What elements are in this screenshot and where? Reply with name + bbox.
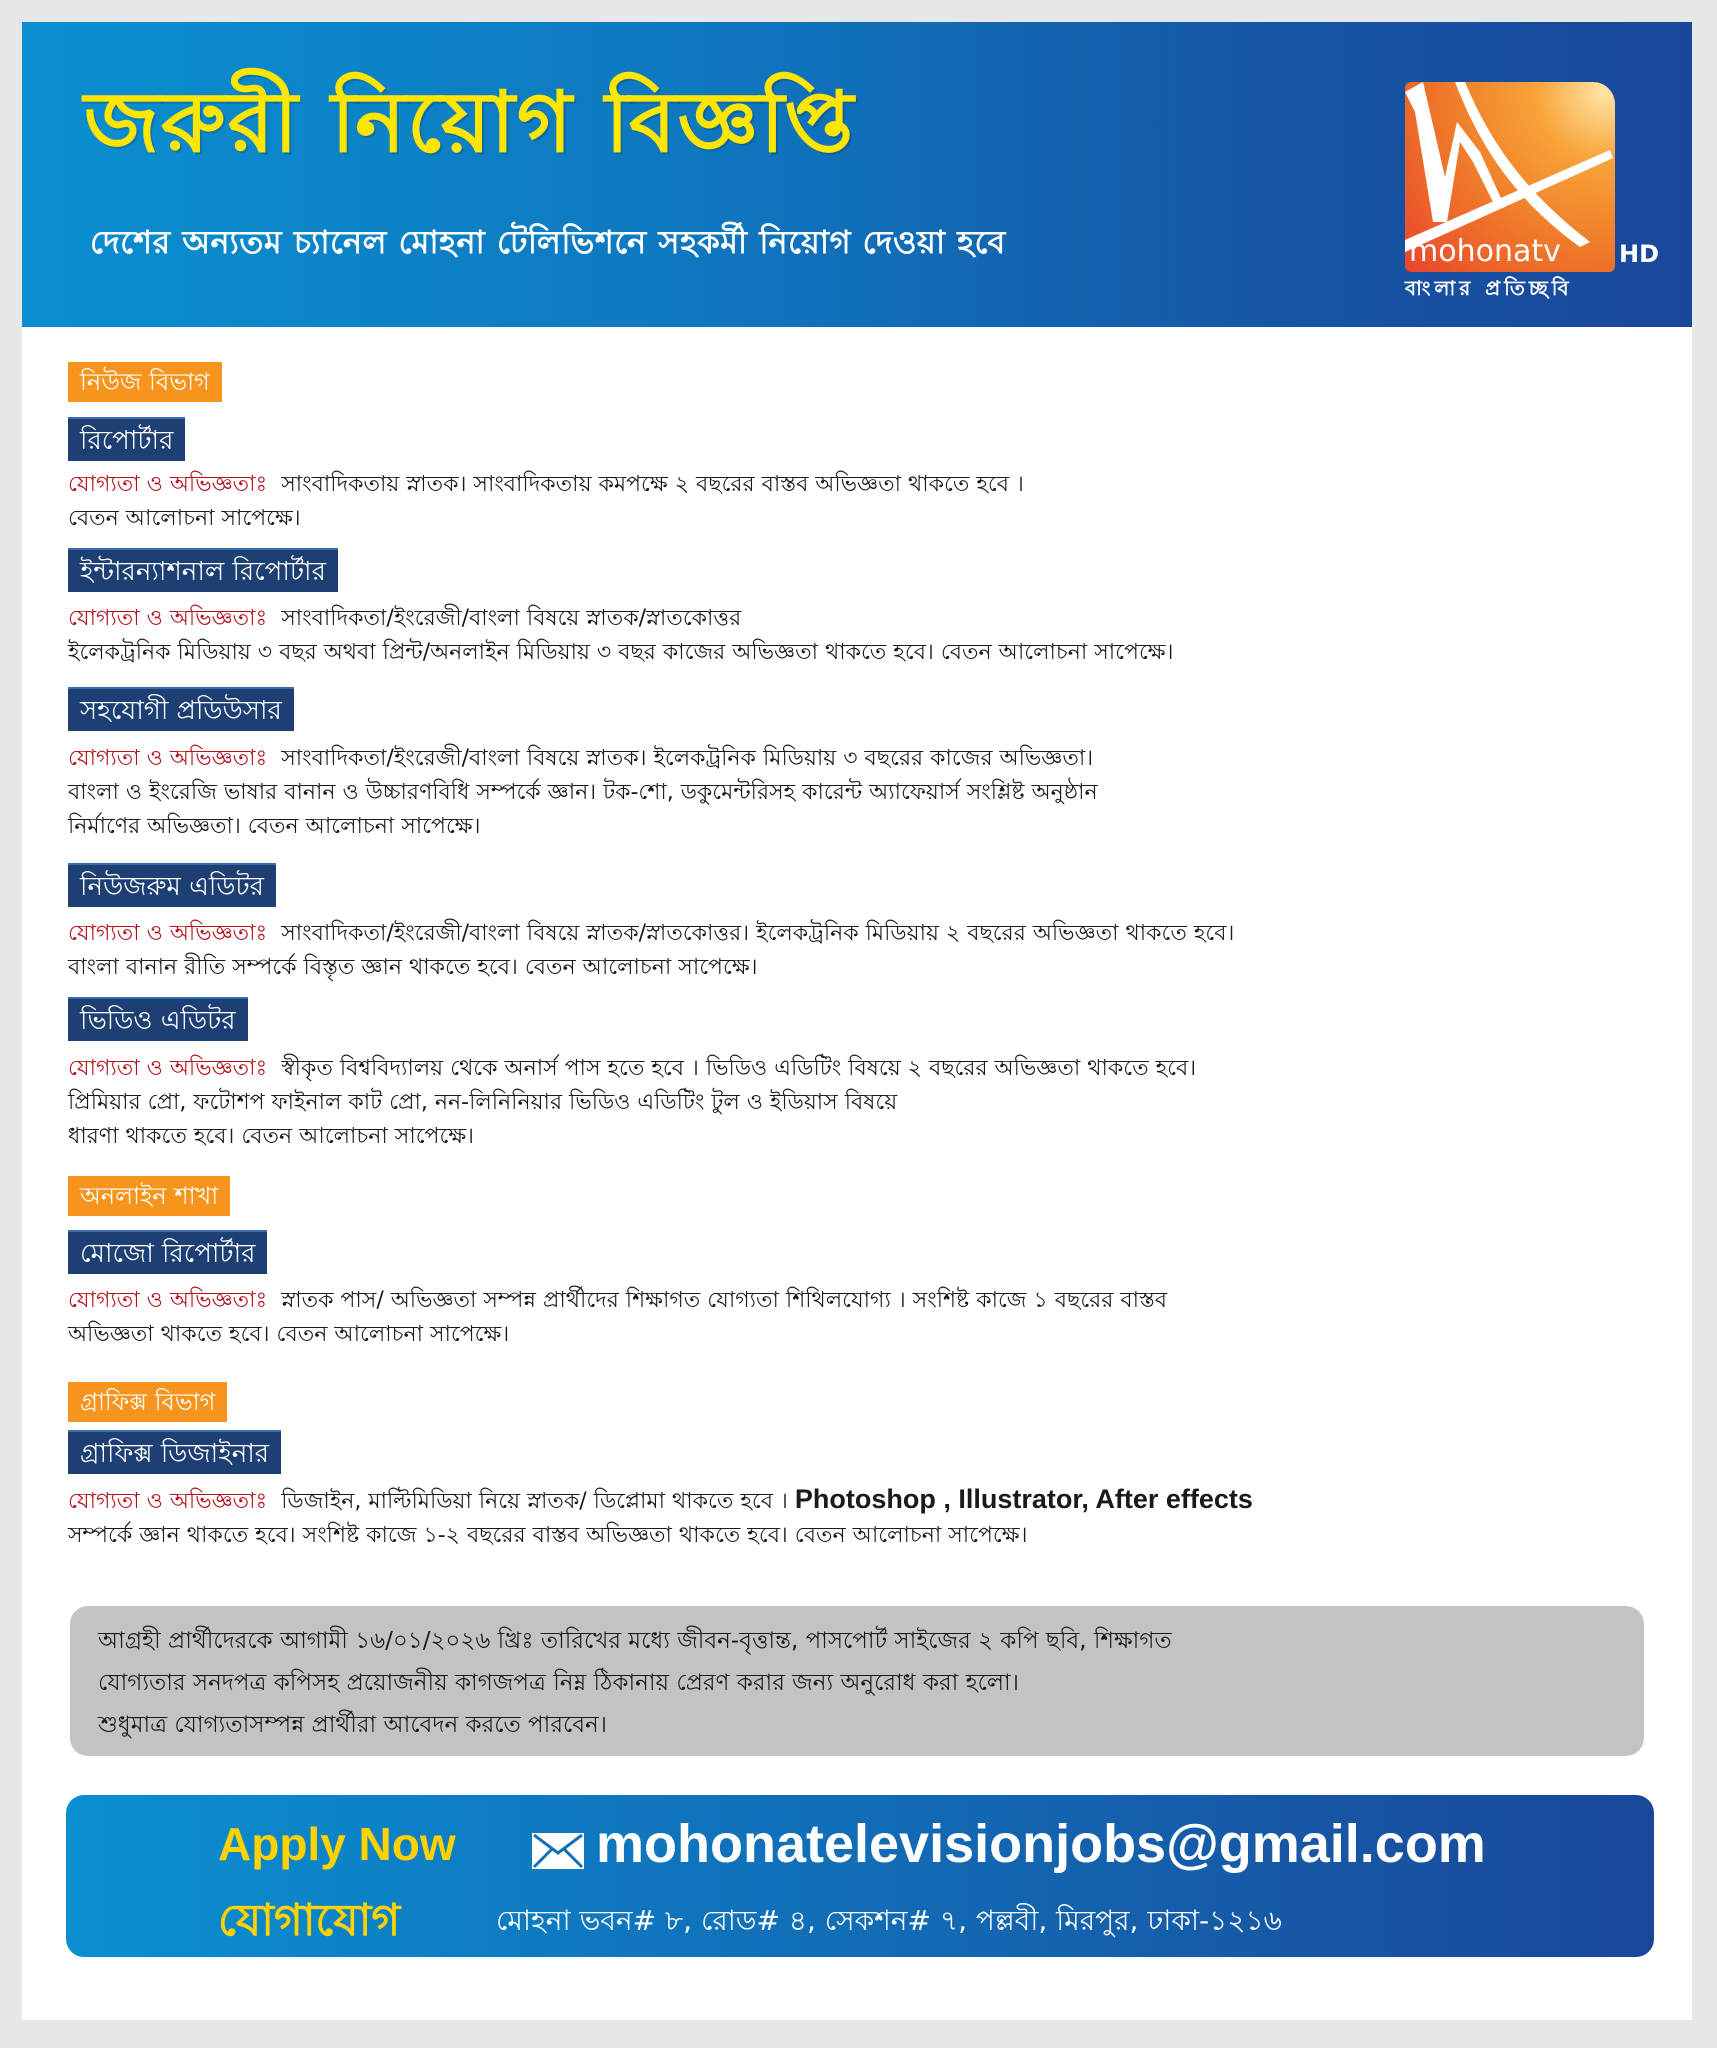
apply-email-link[interactable]: mohonatelevisionjobs@gmail.com bbox=[596, 1814, 1486, 1874]
mohonatv-logo bbox=[1377, 62, 1660, 312]
qualification-label: যোগ্যতা ও অভিজ্ঞতাঃ bbox=[68, 1056, 268, 1081]
requirement-line: বেতন আলোচনা সাপেক্ষে। bbox=[68, 506, 301, 531]
requirement-line: স্নাতক পাস/ অভিজ্ঞতা সম্পন্ন প্রার্থীদের শিক্ষাগত যোগ্যতা শিথিলযোগ্য । সংশিষ্ট কাজে ১ বছরের বাস্তব bbox=[281, 1288, 1168, 1313]
job-requirements-video-editor bbox=[68, 1052, 1628, 1154]
contact-address: মোহনা ভবন# ৮, রোড# ৪, সেকশন# ৭, পল্লবী, মিরপুর, ঢাকা-১২১৬ bbox=[496, 1904, 1282, 1937]
requirement-line: ধারণা থাকতে হবে। বেতন আলোচনা সাপেক্ষে। bbox=[68, 1124, 475, 1149]
job-title-international-reporter: ইন্টারন্যাশনাল রিপোর্টার bbox=[68, 548, 338, 592]
job-title-newsroom-editor: নিউজরুম এডিটর bbox=[68, 863, 276, 907]
job-requirements-newsroom-editor bbox=[68, 917, 1628, 985]
instruction-line: শুধুমাত্র যোগ্যতাসম্পন্ন প্রার্থীরা আবেদন করতে পারবেন। bbox=[98, 1712, 607, 1738]
application-instructions bbox=[70, 1606, 1644, 1756]
job-requirements-reporter bbox=[68, 468, 1628, 536]
subheadline: দেশের অন্যতম চ্যানেল মোহনা টেলিভিশনে সহকর্মী নিয়োগ দেওয়া হবে bbox=[90, 223, 1006, 261]
job-title-video-editor: ভিডিও এডিটর bbox=[68, 997, 248, 1041]
job-title-mojo-reporter: মোজো রিপোর্টার bbox=[68, 1230, 267, 1274]
requirement-line: বাংলা বানান রীতি সম্পর্কে বিস্তৃত জ্ঞান থাকতে হবে। বেতন আলোচনা সাপেক্ষে। bbox=[68, 955, 758, 980]
requirement-line: ইলেকট্রনিক মিডিয়ায় ৩ বছর অথবা প্রিন্ট/অনলাইন মিডিয়ায় ৩ বছর কাজের অভিজ্ঞতা থাকতে হবে। বেতন আলোচনা সাপেক্ষে। bbox=[68, 640, 1174, 665]
software-list: Photoshop , Illustrator, After effects bbox=[794, 1484, 1253, 1514]
requirement-line: নির্মাণের অভিজ্ঞতা। বেতন আলোচনা সাপেক্ষে। bbox=[68, 814, 481, 839]
requirement-line: সাংবাদিকতায় স্নাতক। সাংবাদিকতায় কমপক্ষে ২ বছরের বাস্তব অভিজ্ঞতা থাকতে হবে । bbox=[281, 472, 1024, 497]
department-graphics: গ্রাফিক্স বিভাগ bbox=[68, 1382, 227, 1422]
requirement-line: ডিজাইন, মাল্টিমিডিয়া নিয়ে স্নাতক/ ডিপ্লোমা থাকতে হবে । bbox=[281, 1489, 788, 1514]
header-banner bbox=[22, 22, 1692, 327]
qualification-label: যোগ্যতা ও অভিজ্ঞতাঃ bbox=[68, 472, 268, 497]
logo-tagline: বাংলার প্রতিচ্ছবি bbox=[1405, 276, 1573, 300]
qualification-label: যোগ্যতা ও অভিজ্ঞতাঃ bbox=[68, 606, 268, 631]
qualification-label: যোগ্যতা ও অভিজ্ঞতাঃ bbox=[68, 1489, 268, 1514]
apply-bar bbox=[66, 1795, 1654, 1957]
requirement-line: সাংবাদিকতা/ইংরেজী/বাংলা বিষয়ে স্নাতক/স্নাতকোত্তর। ইলেকট্রনিক মিডিয়ায় ২ বছরের অভিজ্ঞতা থাকতে হবে। bbox=[281, 921, 1235, 946]
job-requirements-international-reporter bbox=[68, 602, 1628, 670]
job-requirements-graphics-designer bbox=[68, 1482, 1628, 1553]
requirement-line: অভিজ্ঞতা থাকতে হবে। বেতন আলোচনা সাপেক্ষে। bbox=[68, 1322, 510, 1347]
job-circular-card bbox=[22, 22, 1692, 2020]
requirement-line: প্রিমিয়ার প্রো, ফটোশপ ফাইনাল কাট প্রো, নন-লিনিনিয়ার ভিডিও এডিটিং টুল ও ইডিয়াস বিষয়ে bbox=[68, 1090, 898, 1115]
mail-icon bbox=[532, 1833, 584, 1873]
department-news: নিউজ বিভাগ bbox=[68, 362, 222, 402]
requirement-line: স্বীকৃত বিশ্ববিদ্যালয় থেকে অনার্স পাস হতে হবে । ভিডিও এডিটিং বিষয়ে ২ বছরের অভিজ্ঞতা থাকতে হবে। bbox=[281, 1056, 1197, 1081]
job-title-graphics-designer: গ্রাফিক্স ডিজাইনার bbox=[68, 1430, 281, 1474]
logo-hd-badge: HD bbox=[1619, 240, 1660, 268]
instruction-line: আগ্রহী প্রার্থীদেরকে আগামী ১৬/০১/২০২৬ খ্রিঃ তারিখের মধ্যে জীবন-বৃত্তান্ত, পাসপোর্ট সাইজের ২ কপি ছবি, শিক্ষাগত bbox=[98, 1628, 1172, 1654]
contact-label: যোগাযোগ bbox=[218, 1895, 401, 1946]
job-requirements-associate-producer bbox=[68, 742, 1628, 844]
requirement-line: সাংবাদিকতা/ইংরেজী/বাংলা বিষয়ে স্নাতক। ইলেকট্রনিক মিডিয়ায় ৩ বছরের কাজের অভিজ্ঞতা। bbox=[281, 746, 1094, 771]
requirement-line: বাংলা ও ইংরেজি ভাষার বানান ও উচ্চারণবিধি সম্পর্কে জ্ঞান। টক-শো, ডকুমেন্টরিসহ কারেন্ট অ্যাফেয়ার্স সংশ্লিষ্ট অনুষ্ঠান bbox=[68, 780, 1098, 805]
logo-wordmark: mohonatv bbox=[1409, 234, 1561, 269]
qualification-label: যোগ্যতা ও অভিজ্ঞতাঃ bbox=[68, 921, 268, 946]
job-requirements-mojo-reporter bbox=[68, 1284, 1628, 1352]
qualification-label: যোগ্যতা ও অভিজ্ঞতাঃ bbox=[68, 1288, 268, 1313]
requirement-line: সম্পর্কে জ্ঞান থাকতে হবে। সংশিষ্ট কাজে ১-২ বছরের বাস্তব অভিজ্ঞতা থাকতে হবে। বেতন আলোচনা সাপেক্ষে। bbox=[68, 1523, 1028, 1548]
job-title-associate-producer: সহযোগী প্রডিউসার bbox=[68, 687, 294, 731]
instruction-line: যোগ্যতার সনদপত্র কপিসহ প্রয়োজনীয় কাগজপত্র নিম্ন ঠিকানায় প্রেরণ করার জন্য অনুরোধ করা হলো। bbox=[98, 1670, 1019, 1696]
qualification-label: যোগ্যতা ও অভিজ্ঞতাঃ bbox=[68, 746, 268, 771]
requirement-line: সাংবাদিকতা/ইংরেজী/বাংলা বিষয়ে স্নাতক/স্নাতকোত্তর bbox=[281, 606, 742, 631]
department-online: অনলাইন শাখা bbox=[68, 1176, 230, 1216]
job-title-reporter: রিপোর্টার bbox=[68, 417, 185, 461]
headline: জরুরী নিয়োগ বিজ্ঞপ্তি bbox=[84, 73, 856, 171]
apply-now-label: Apply Now bbox=[218, 1818, 456, 1870]
